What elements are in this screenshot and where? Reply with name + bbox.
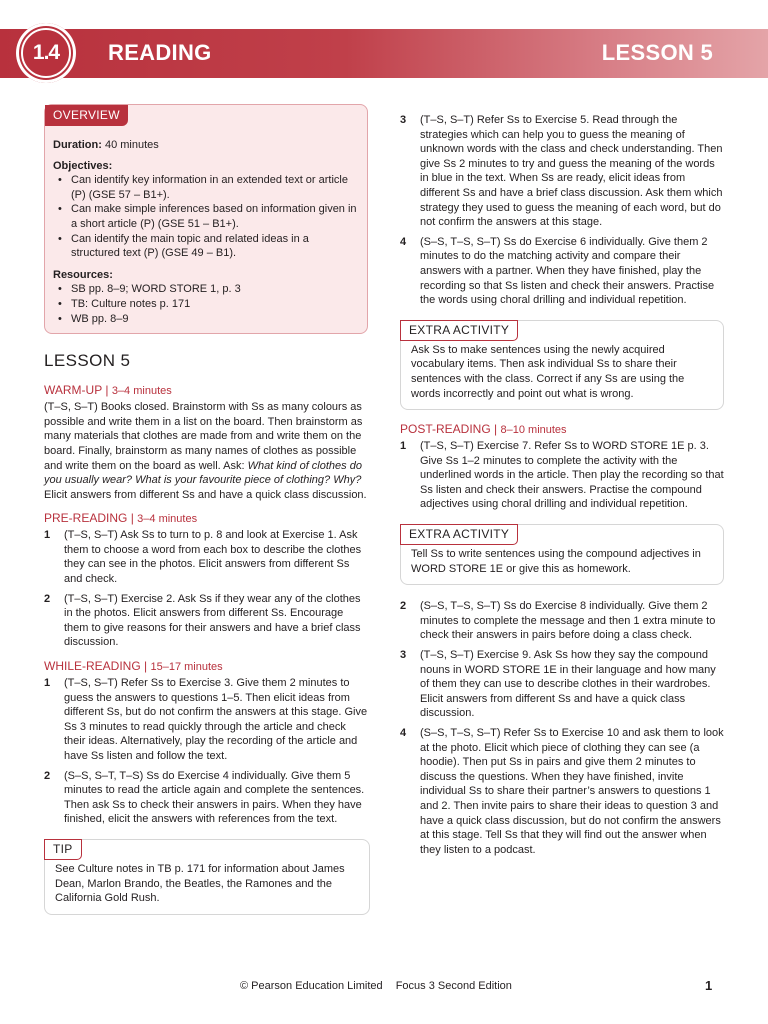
- resources-list: [53, 282, 359, 326]
- list-item: 2 (S–S, S–T, T–S) Ss do Exercise 4 individually. Give them 5 minutes to read the article again and complete the sentences. Then ask Ss to check their answers in pairs. When they have finished, elicit the answers with references from the text.: [44, 769, 365, 826]
- footer-copyright: © Pearson Education Limited: [240, 980, 383, 992]
- left-column: [44, 104, 370, 915]
- extra-activity-tab: EXTRA ACTIVITY: [400, 320, 518, 341]
- list-item: 2 (S–S, T–S, S–T) Ss do Exercise 8 individually. Give them 2 minutes to complete the message and then 1 extra minute to check their answers in pairs before doing a class check.: [400, 600, 716, 642]
- resource-item: • WB pp. 8–9: [53, 312, 359, 327]
- section-badge: [16, 23, 76, 83]
- whilereading-heading: WHILE-READING | 15–17 minutes: [44, 659, 223, 674]
- postreading-duration: 8–10 minutes: [500, 424, 567, 437]
- prereading-heading: PRE-READING | 3–4 minutes: [44, 511, 198, 526]
- postreading-title: POST-READING: [400, 422, 491, 437]
- section-badge-label: 1.4: [21, 28, 71, 78]
- postreading-heading: POST-READING | 8–10 minutes: [400, 422, 567, 437]
- prereading-duration: 3–4 minutes: [137, 513, 198, 526]
- list-item: 3 (T–S, S–T) Refer Ss to Exercise 5. Read through the strategies which can help you to guess the meaning of unknown words with the class and check understanding. Then give Ss 2 minutes to try and guess the meaning of the words in blue in the text. When Ss are ready, elicit ideas from different Ss and have a brief class discussion. Ask them which strategy they used to guess the meaning of each word, but do not confirm the answers at this stage.: [400, 114, 723, 229]
- header-lesson: LESSON 5: [601, 40, 713, 65]
- extra-activity-box: [400, 320, 724, 410]
- tip-box: [44, 839, 370, 915]
- whilereading-duration: 15–17 minutes: [150, 661, 223, 674]
- duration-label: Duration:: [53, 139, 102, 151]
- list-item: 1 (T–S, S–T) Exercise 7. Refer Ss to WORD STORE 1E p. 3. Give Ss 1–2 minutes to complete the activity with the underlined words in the article. Then play the recording so that Ss listen and check their answers. Practise the compound adjectives using choral drilling and individual repetition.: [400, 440, 724, 511]
- warmup-text: (T–S, S–T) Books closed. Brainstorm with Ss as many colours as possible and write them in a list on the board. Then brainstorm as many materials that clothes are made from and write them on the board. Finally, brainstorm as many names of clothes as possible and write them on the board as well. Ask: What kind of clothes do you usually wear? What is your favourite piece of clothing? Why? Elicit answers from different Ss and have a quick class discussion.: [44, 401, 367, 501]
- extra-activity-text: Ask Ss to make sentences using the newly acquired vocabulary items. Then ask individual Ss to share their sentences with the class. Correct if any Ss are using the words incorrectly and point out what is wrong.: [411, 343, 685, 400]
- header-title: READING: [108, 40, 212, 65]
- resources-label: Resources:: [53, 268, 113, 281]
- warmup-title: WARM-UP: [44, 383, 102, 398]
- whilereading-title: WHILE-READING: [44, 659, 141, 674]
- list-item: 3 (T–S, S–T) Exercise 9. Ask Ss how they say the compound nouns in WORD STORE 1E in their language and how many of them they can use to describe clothes in their wardrobes. Elicit answers from different Ss and have a quick class discussion.: [400, 649, 716, 720]
- objective-item: • Can identify key information in an extended text or article (P) (GSE 57 – B1+).: [53, 173, 359, 202]
- list-item: 1 (T–S, S–T) Refer Ss to Exercise 3. Give them 2 minutes to guess the answers to questions 1–5. Then elicit ideas from different Ss, but do not confirm the answers at this stage. Give Ss 3 minutes to read quickly through the article and check their ideas. Alternatively, play the recording of the article and have Ss listen and follow the text.: [44, 677, 368, 762]
- right-column: [400, 113, 724, 857]
- list-item: 4 (S–S, T–S, S–T) Ss do Exercise 6 individually. Give them 2 minutes to do the matching activity and compare their answers with a partner. When they have finished, play the recording so that Ss listen and check their answers. Practise the words using choral drilling and individual repetition.: [400, 235, 715, 307]
- tip-tab: TIP: [44, 839, 82, 860]
- overview-tab: OVERVIEW: [45, 105, 128, 126]
- lesson-heading: LESSON 5: [44, 351, 131, 371]
- footer-book: Focus 3 Second Edition: [395, 980, 512, 992]
- resource-item: • SB pp. 8–9; WORD STORE 1, p. 3: [53, 282, 359, 297]
- objectives-label: Objectives:: [53, 159, 113, 172]
- duration-value: 40 minutes: [104, 139, 159, 151]
- footer: [240, 980, 522, 992]
- warmup-duration: 3–4 minutes: [111, 385, 172, 398]
- tip-text: See Culture notes in TB p. 171 for information about James Dean, Marlon Brando, the Beatles, the Ramones and the California Gold Rush.: [55, 862, 345, 905]
- list-item: 4 (S–S, T–S, S–T) Refer Ss to Exercise 10 and ask them to look at the photo. Elicit which piece of clothing they can see (a hoodie). Then put Ss in pairs and give them 2 minutes to discuss the questions. When they have finished, invite individual Ss to share their partner’s answers to questions 1 and 2. Then invite pairs to share their ideas to question 3 and have a quick class discussion, but do not confirm the answers at this stage. Tell Ss that they will find out the answer when they listen to a podcast.: [400, 727, 724, 856]
- list-item: 2 (T–S, S–T) Exercise 2. Ask Ss if they wear any of the clothes in the photos. Elicit answers from different Ss. Encourage them to give reasons for their answers and have a brief class discussion.: [44, 592, 361, 649]
- resource-item: • TB: Culture notes p. 171: [53, 297, 359, 312]
- extra-activity-box: [400, 524, 724, 585]
- page-number: 1: [705, 978, 713, 993]
- objective-item: • Can make simple inferences based on information given in a short article (P) (GSE 51 – B1+).: [53, 202, 359, 231]
- warmup-heading: WARM-UP | 3–4 minutes: [44, 383, 172, 398]
- extra-activity-text: Tell Ss to write sentences using the compound adjectives in WORD STORE 1E or give this as homework.: [411, 548, 701, 575]
- prereading-title: PRE-READING: [44, 511, 128, 526]
- duration-line: [53, 138, 359, 153]
- list-item: 1 (T–S, S–T) Ask Ss to turn to p. 8 and look at Exercise 1. Ask them to choose a word from each box to describe the clothes they can see in the photos. Elicit answers from different Ss and check.: [44, 529, 362, 586]
- objectives-list: [53, 173, 359, 261]
- extra-activity-tab: EXTRA ACTIVITY: [400, 524, 518, 545]
- overview-box: [44, 104, 368, 334]
- objective-item: • Can identify the main topic and related ideas in a structured text (P) (GSE 49 – B1).: [53, 232, 359, 261]
